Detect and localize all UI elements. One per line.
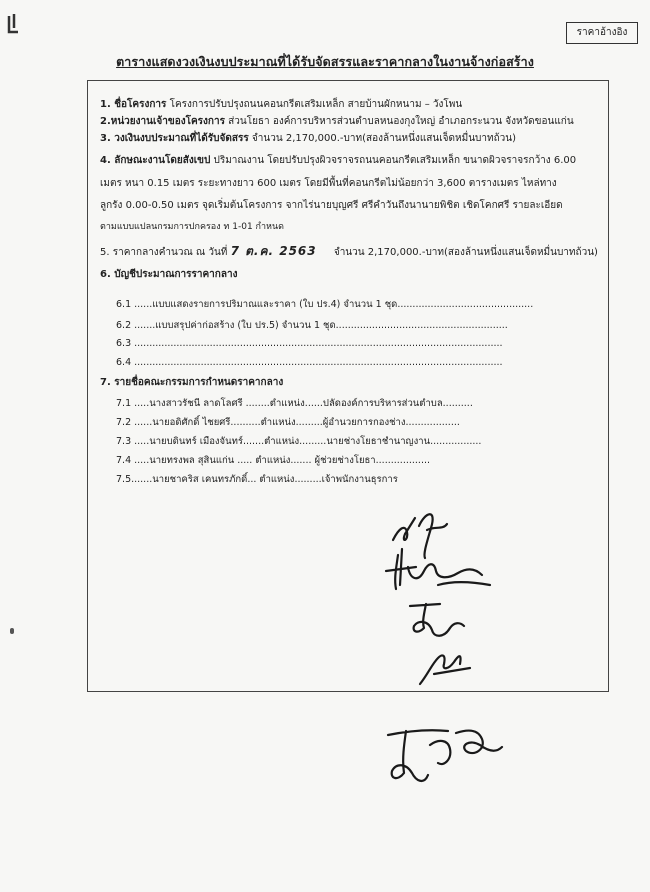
- item-project-name-label: 1. ชื่อโครงการ: [100, 99, 167, 110]
- committee-row-4: 7.4 .....นายทรงพล สุสินแก่น ..... ตำแหน่ง....... ผู้ช่วยช่างโยธา..................: [116, 455, 431, 466]
- item-committee-label: 7. รายชื่อคณะกรรมการกำหนดราคากลาง: [100, 377, 284, 388]
- estimate-row-1: 6.1 ......แบบแสดงรายการปริมาณและราคา (ใบ ปร.4) จำนวน 1 ชุด.............................................: [116, 299, 534, 310]
- item-estimate-list-label: 6. บัญชีประมาณการราคากลาง: [100, 269, 238, 280]
- item-owner-agency: [100, 114, 574, 129]
- item-owner-agency-label: 2.หน่วยงานเจ้าของโครงการ: [100, 116, 225, 127]
- committee-row-1: 7.1 .....นางสาวรัชนี ลาดโลศรี ........ตำแหน่ง......ปลัดองค์การบริหารส่วนตำบล..........: [116, 398, 473, 409]
- item-estimate-list: [100, 267, 237, 282]
- item-budget-value: จำนวน 2,170,000.-บาท(สองล้านหนึ่งแสนเจ็ดหมื่นบาทถ้วน): [248, 133, 516, 144]
- item-project-name: [100, 97, 462, 112]
- item-description-text-1: ปริมาณงาน โดยปรับปรุงผิวจราจรถนนคอนกรีตเสริมเหล็ก ขนาดผิวจราจรกว้าง 6.00: [210, 155, 577, 166]
- estimate-row-3: 6.3 ..........................................................................................................................: [116, 338, 503, 349]
- signature-2: [378, 545, 498, 595]
- binding-mark: [6, 12, 28, 36]
- estimate-row-2: 6.2 .......แบบสรุปค่าก่อสร้าง (ใบ ปร.5) จำนวน 1 ชุด.........................................................: [116, 320, 508, 331]
- committee-row-2: 7.2 ......นายอดิศักดิ์ ไชยศรี..........ตำแหน่ง.........ผู้อำนวยการกองช่าง..................: [116, 417, 460, 428]
- item-description-line-3: ลูกรัง 0.00-0.50 เมตร จุดเริ่มต้นโครงการ จากไร่นายบุญศรี ศรีคำวันถึงนานายพิชิต เชิดโคกศรี รายละเอียด: [100, 200, 563, 211]
- handwritten-date: 7 ต.ค. 2563: [230, 244, 317, 258]
- signature-4: [410, 640, 480, 690]
- signature-5: [378, 715, 508, 795]
- reference-price-box: ราคาอ้างอิง: [566, 22, 638, 44]
- committee-row-3: 7.3 .....นายบดินทร์ เมืองจันทร์.......ตำแหน่ง.........นายช่างโยธาชำนาญงาน.................: [116, 436, 482, 447]
- scan-speck: [10, 628, 14, 634]
- item-median-price: [100, 242, 598, 261]
- committee-row-5: 7.5.......นายชาคริส เคนทรภักดิ์... ตำแหน่ง.........เจ้าพนักงานธุรการ: [116, 474, 398, 485]
- item-project-name-value: โครงการปรับปรุงถนนคอนกรีตเสริมเหล็ก สายบ้านผักหนาม – วังโพน: [166, 99, 463, 110]
- item-median-price-amount: จำนวน 2,170,000.-บาท(สองล้านหนึ่งแสนเจ็ดหมื่นบาทถ้วน): [333, 247, 598, 258]
- item-description-line-2: เมตร หนา 0.15 เมตร ระยะทางยาว 600 เมตร โดยมีพื้นที่คอนกรีตไม่น้อยกว่า 3,600 ตารางเมตร ไหล่ทาง: [100, 178, 557, 189]
- estimate-row-4: 6.4 ..........................................................................................................................: [116, 357, 503, 368]
- item-description-line-4: ตามแบบแปลนกรมการปกครอง ท 1-01 กำหนด: [100, 222, 284, 232]
- item-budget-label: 3. วงเงินงบประมาณที่ได้รับจัดสรร: [100, 133, 249, 144]
- item-description-line-1: [100, 153, 576, 168]
- item-median-price-prefix: 5. ราคากลางคำนวณ ณ วันที่: [100, 247, 228, 258]
- item-owner-agency-value: ส่วนโยธา องค์การบริหารส่วนตำบลหนองกุงใหญ่ อำเภอกระนวน จังหวัดขอนแก่น: [224, 116, 574, 127]
- item-description-label: 4. ลักษณะงานโดยสังเขป: [100, 155, 211, 166]
- document-title: ตารางแสดงวงเงินงบประมาณที่ได้รับจัดสรรและราคากลางในงานจ้างก่อสร้าง: [116, 54, 534, 69]
- item-committee: [100, 375, 283, 390]
- item-budget: [100, 131, 516, 146]
